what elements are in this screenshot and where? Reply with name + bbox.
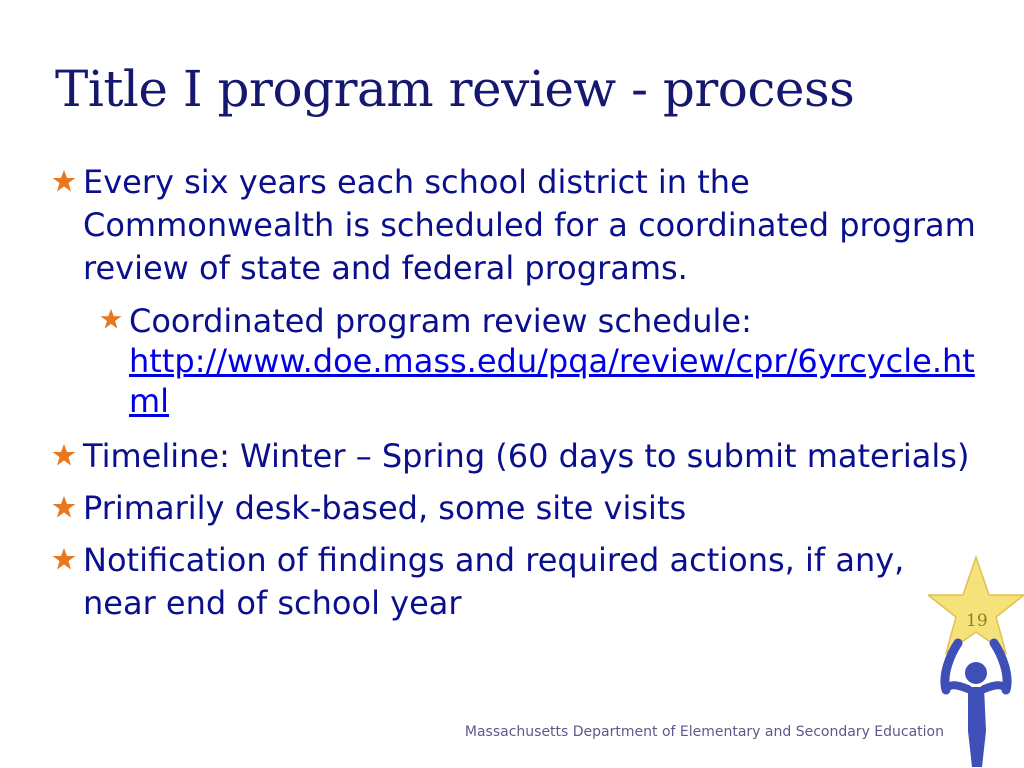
bullet-item bbox=[50, 435, 980, 478]
bullet-item bbox=[50, 487, 980, 530]
bullet-item bbox=[50, 161, 980, 290]
star-icon bbox=[52, 547, 76, 571]
star-icon bbox=[100, 308, 122, 330]
schedule-link[interactable]: http://www.doe.mass.edu/pqa/review/cpr/6yrcycle.html bbox=[129, 342, 975, 420]
bullet-text: Notification of findings and required actions, if any, near end of school year bbox=[83, 541, 905, 622]
bullet-text: Coordinated program review schedule: bbox=[129, 302, 752, 340]
bullet-text: Every six years each school district in the Commonwealth is scheduled for a coordinated program review of state and federal programs. bbox=[83, 163, 976, 287]
bullet-text: Timeline: Winter – Spring (60 days to submit materials) bbox=[83, 437, 970, 475]
page-number: 19 bbox=[966, 611, 988, 631]
bullet-list bbox=[50, 161, 980, 625]
bullet-item bbox=[50, 301, 980, 421]
slide-title: Title I program review - process bbox=[55, 60, 855, 118]
bullet-item bbox=[50, 539, 963, 625]
star-icon bbox=[52, 443, 76, 467]
bullet-text: Primarily desk-based, some site visits bbox=[83, 489, 687, 527]
footer-text: Massachusetts Department of Elementary and Secondary Education bbox=[464, 724, 944, 740]
star-icon bbox=[52, 495, 76, 519]
star-icon bbox=[52, 169, 76, 193]
